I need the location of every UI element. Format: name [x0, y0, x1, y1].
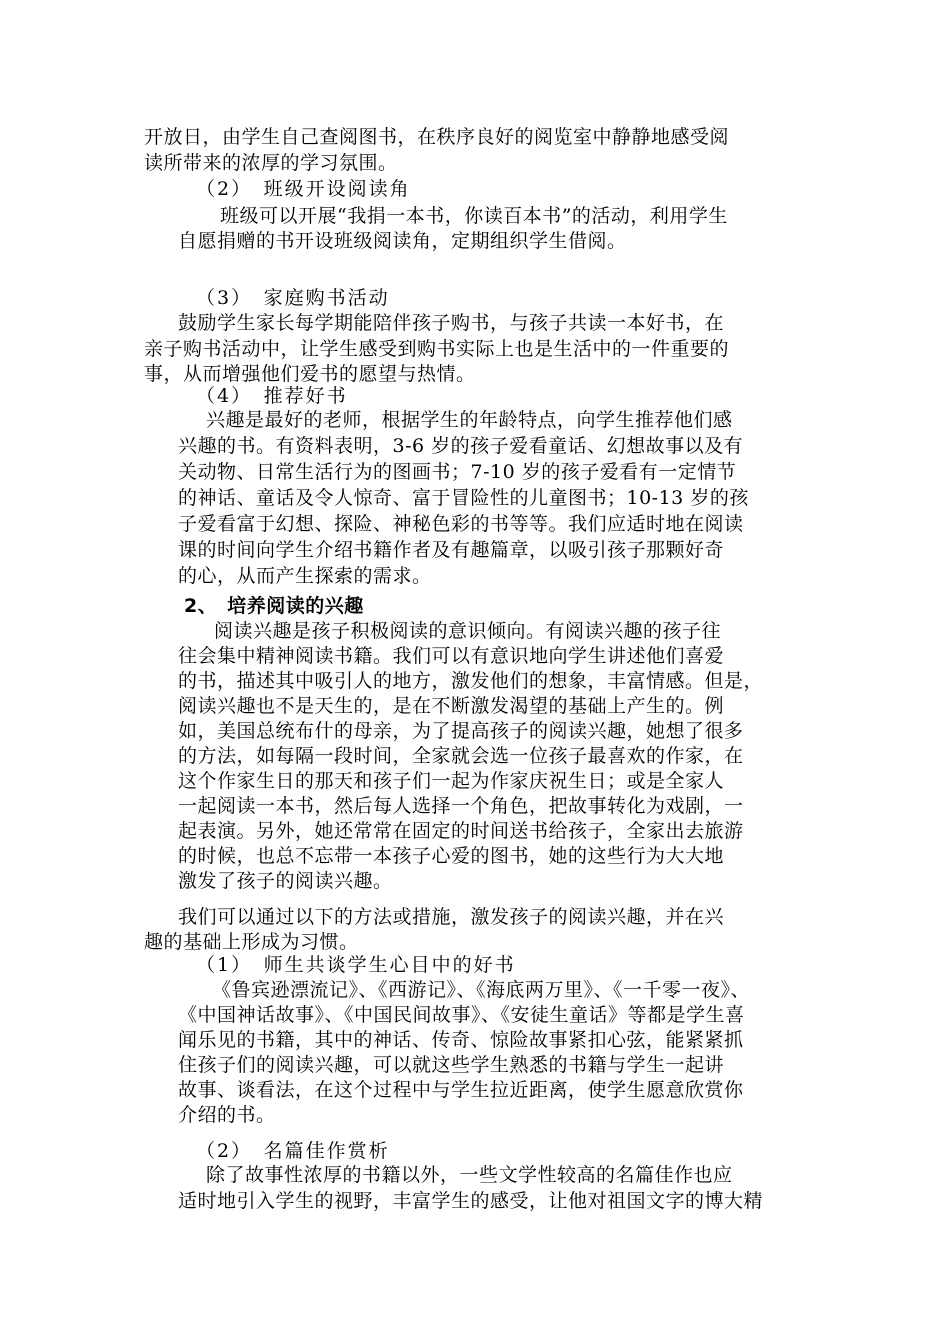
- text-line: 适时地引入学生的视野，丰富学生的感受，让他对祖国文字的博大精: [178, 1190, 764, 1212]
- text-line: 激发了孩子的阅读兴趣。: [178, 870, 393, 892]
- text-line: 班级可以开展“我捐一本书，你读百本书”的活动，利用学生: [220, 205, 728, 227]
- text-line: 这个作家生日的那天和孩子们一起为作家庆祝生日；或是全家人: [178, 770, 725, 792]
- subheading: （3） 家庭购书活动: [196, 287, 390, 309]
- text-line: 开放日，由学生自己查阅图书，在秩序良好的阅览室中静静地感受阅: [144, 126, 730, 148]
- text-line: 阅读兴趣是孩子积极阅读的意识倾向。有阅读兴趣的孩子往: [214, 620, 722, 642]
- text-line: 子爱看富于幻想、探险、神秘色彩的书等等。我们应适时地在阅读: [178, 513, 744, 535]
- text-line: 住孩子们的阅读兴趣，可以就这些学生熟悉的书籍与学生一起讲: [178, 1054, 725, 1076]
- text-line: 介绍的书。: [178, 1104, 276, 1126]
- text-line: 兴趣是最好的老师，根据学生的年龄特点，向学生推荐他们感: [206, 409, 733, 431]
- subheading: （2） 名篇佳作赏析: [196, 1140, 390, 1162]
- text-line: 起表演。另外，她还常常在固定的时间送书给孩子，全家出去旅游: [178, 820, 744, 842]
- text-line: 除了故事性浓厚的书籍以外，一些文学性较高的名篇佳作也应: [206, 1164, 733, 1186]
- text-line: 读所带来的浓厚的学习氛围。: [144, 152, 398, 174]
- text-line: 亲子购书活动中，让学生感受到购书实际上也是生活中的一件重要的: [144, 338, 730, 360]
- text-line: 关动物、日常生活行为的图画书；7-10 岁的孩子爱看有一定情节: [178, 461, 737, 483]
- text-line: 鼓励学生家长每学期能陪伴孩子购书，与孩子共读一本好书，在: [178, 312, 725, 334]
- text-line: 课的时间向学生介绍书籍作者及有趣篇章，以吸引孩子那颗好奇: [178, 539, 725, 561]
- text-line: 的神话、童话及令人惊奇、富于冒险性的儿童图书；10-13 岁的孩: [178, 487, 749, 509]
- text-line: 的心，从而产生探索的需求。: [178, 565, 432, 587]
- text-line: 闻乐见的书籍，其中的神话、传奇、惊险故事紧扣心弦，能紧紧抓: [178, 1029, 744, 1051]
- text-line: 事，从而增强他们爱书的愿望与热情。: [144, 363, 476, 385]
- subheading: （1） 师生共谈学生心目中的好书: [196, 954, 516, 976]
- text-line: 阅读兴趣也不是天生的，是在不断激发渴望的基础上产生的。例: [178, 695, 725, 717]
- text-line: 如，美国总统布什的母亲，为了提高孩子的阅读兴趣，她想了很多: [178, 720, 744, 742]
- section-heading: 2、 培养阅读的兴趣: [184, 595, 364, 617]
- text-line: 故事、谈看法，在这个过程中与学生拉近距离，使学生愿意欣赏你: [178, 1079, 744, 1101]
- text-line: 趣的基础上形成为习惯。: [144, 931, 359, 953]
- text-line: 的方法，如每隔一段时间，全家就会选一位孩子最喜欢的作家，在: [178, 745, 744, 767]
- text-line: 兴趣的书。有资料表明，3-6 岁的孩子爱看童话、幻想故事以及有: [178, 435, 744, 457]
- text-line: 自愿捐赠的书开设班级阅读角，定期组织学生借阅。: [178, 230, 627, 252]
- text-line: 《中国神话故事》、《中国民间故事》、《安徒生童话》等都是学生喜: [178, 1004, 745, 1026]
- text-line: 的书，描述其中吸引人的地方，激发他们的想象，丰富情感。但是，: [178, 670, 764, 692]
- subheading: （4） 推荐好书: [196, 385, 348, 407]
- subheading: （2） 班级开设阅读角: [196, 178, 411, 200]
- text-line: 一起阅读一本书，然后每人选择一个角色，把故事转化为戏剧，一: [178, 795, 744, 817]
- text-line: 我们可以通过以下的方法或措施，激发孩子的阅读兴趣，并在兴: [178, 906, 725, 928]
- text-line: 的时候，也总不忘带一本孩子心爱的图书，她的这些行为大大地: [178, 845, 725, 867]
- text-line: 《鲁宾逊漂流记》、《西游记》、《海底两万里》、《一千零一夜》、: [212, 979, 751, 1001]
- text-line: 往会集中精神阅读书籍。我们可以有意识地向学生讲述他们喜爱: [178, 645, 725, 667]
